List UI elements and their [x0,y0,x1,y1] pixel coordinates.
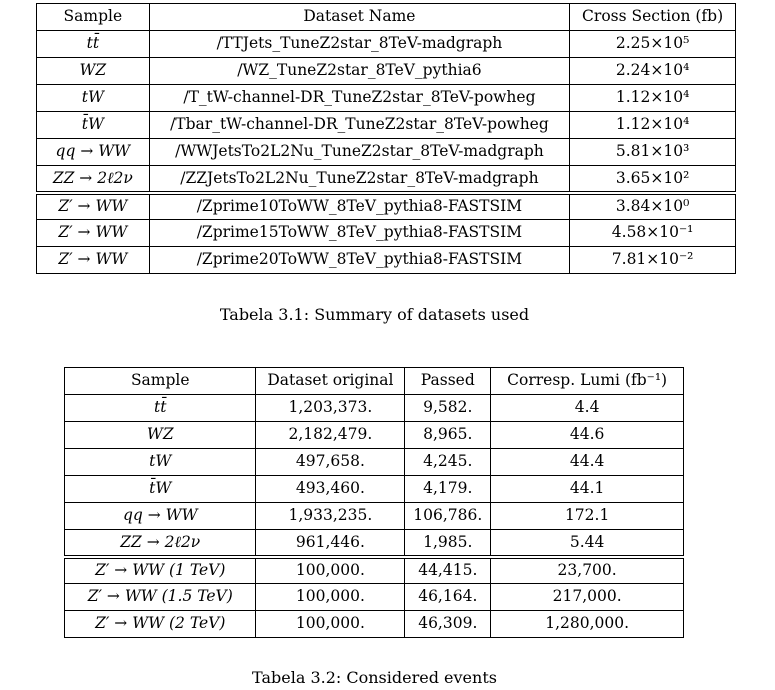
cross-section-cell: 2.24×10⁴ [570,58,736,85]
table-row [65,530,684,557]
sample-cell: t̄W [65,476,256,503]
table-row [37,139,736,166]
lumi-cell: 5.44 [491,530,684,557]
cross-section-cell: 1.12×10⁴ [570,112,736,139]
table-row [65,422,684,449]
dataset-name-cell: /T_tW-channel-DR_TuneZ2star_8TeV-powheg [149,85,570,112]
dataset-original-cell: 100,000. [256,584,405,611]
sample-cell: qq → WW [37,139,150,166]
table-row [65,476,684,503]
sample-cell: ZZ → 2ℓ2ν [37,166,150,193]
table-row [65,557,684,584]
header-dataset-original: Dataset original [256,368,405,395]
table-row [65,503,684,530]
header-sample: Sample [65,368,256,395]
sample-cell: ZZ → 2ℓ2ν [65,530,256,557]
passed-cell: 106,786. [405,503,491,530]
passed-cell: 44,415. [405,557,491,584]
dataset-name-cell: /ZZJetsTo2L2Nu_TuneZ2star_8TeV-madgraph [149,166,570,193]
dataset-name-cell: /WWJetsTo2L2Nu_TuneZ2star_8TeV-madgraph [149,139,570,166]
passed-cell: 1,985. [405,530,491,557]
table-row [37,31,736,58]
table-row [37,193,736,220]
header-corresp-lumi: Corresp. Lumi (fb⁻¹) [491,368,684,395]
cross-section-cell: 1.12×10⁴ [570,85,736,112]
dataset-original-cell: 493,460. [256,476,405,503]
lumi-cell: 23,700. [491,557,684,584]
table-row [65,449,684,476]
dataset-name-cell: /WZ_TuneZ2star_8TeV_pythia6 [149,58,570,85]
passed-cell: 9,582. [405,395,491,422]
lumi-cell: 1,280,000. [491,611,684,638]
table-row [65,395,684,422]
table-caption: Tabela 3.1: Summary of datasets used [219,305,530,324]
passed-cell: 46,309. [405,611,491,638]
cross-section-cell: 3.65×10² [570,166,736,193]
lumi-cell: 44.6 [491,422,684,449]
sample-cell: Z′ → WW [37,220,150,247]
table-row [37,112,736,139]
sample-cell: Z′ → WW (1 TeV) [65,557,256,584]
cross-section-cell: 3.84×10⁰ [570,193,736,220]
sample-cell: tt̄ [65,395,256,422]
sample-cell: Z′ → WW [37,247,150,274]
sample-cell: t̄W [37,112,150,139]
dataset-original-cell: 1,933,235. [256,503,405,530]
sample-cell: qq → WW [65,503,256,530]
table-row [65,584,684,611]
cross-section-cell: 5.81×10³ [570,139,736,166]
cross-section-cell: 4.58×10⁻¹ [570,220,736,247]
dataset-name-cell: /Tbar_tW-channel-DR_TuneZ2star_8TeV-powheg [149,112,570,139]
lumi-cell: 44.4 [491,449,684,476]
dataset-name-cell: /Zprime15ToWW_8TeV_pythia8-FASTSIM [149,220,570,247]
table-row [37,247,736,274]
sample-cell: Z′ → WW [37,193,150,220]
dataset-original-cell: 100,000. [256,557,405,584]
cross-section-cell: 2.25×10⁵ [570,31,736,58]
dataset-original-cell: 1,203,373. [256,395,405,422]
lumi-cell: 172.1 [491,503,684,530]
sample-cell: tt̄ [37,31,150,58]
passed-cell: 8,965. [405,422,491,449]
lumi-cell: 217,000. [491,584,684,611]
table-caption: Tabela 3.2: Considered events [252,668,497,687]
dataset-name-cell: /TTJets_TuneZ2star_8TeV-madgraph [149,31,570,58]
table-row [37,220,736,247]
header-cross-section: Cross Section (fb) [570,4,736,31]
datasets-table [36,3,736,274]
table-header-row [37,4,736,31]
dataset-original-cell: 100,000. [256,611,405,638]
sample-cell: WZ [37,58,150,85]
sample-cell: tW [37,85,150,112]
events-table [64,367,684,638]
dataset-name-cell: /Zprime10ToWW_8TeV_pythia8-FASTSIM [149,193,570,220]
table-row [65,611,684,638]
header-sample: Sample [37,4,150,31]
header-passed: Passed [405,368,491,395]
sample-cell: WZ [65,422,256,449]
table-row [37,166,736,193]
dataset-original-cell: 497,658. [256,449,405,476]
dataset-original-cell: 2,182,479. [256,422,405,449]
passed-cell: 4,179. [405,476,491,503]
table-header-row [65,368,684,395]
header-dataset-name: Dataset Name [149,4,570,31]
passed-cell: 4,245. [405,449,491,476]
lumi-cell: 4.4 [491,395,684,422]
lumi-cell: 44.1 [491,476,684,503]
table-row [37,58,736,85]
sample-cell: Z′ → WW (2 TeV) [65,611,256,638]
sample-cell: tW [65,449,256,476]
dataset-name-cell: /Zprime20ToWW_8TeV_pythia8-FASTSIM [149,247,570,274]
sample-cell: Z′ → WW (1.5 TeV) [65,584,256,611]
table-row [37,85,736,112]
dataset-original-cell: 961,446. [256,530,405,557]
cross-section-cell: 7.81×10⁻² [570,247,736,274]
passed-cell: 46,164. [405,584,491,611]
